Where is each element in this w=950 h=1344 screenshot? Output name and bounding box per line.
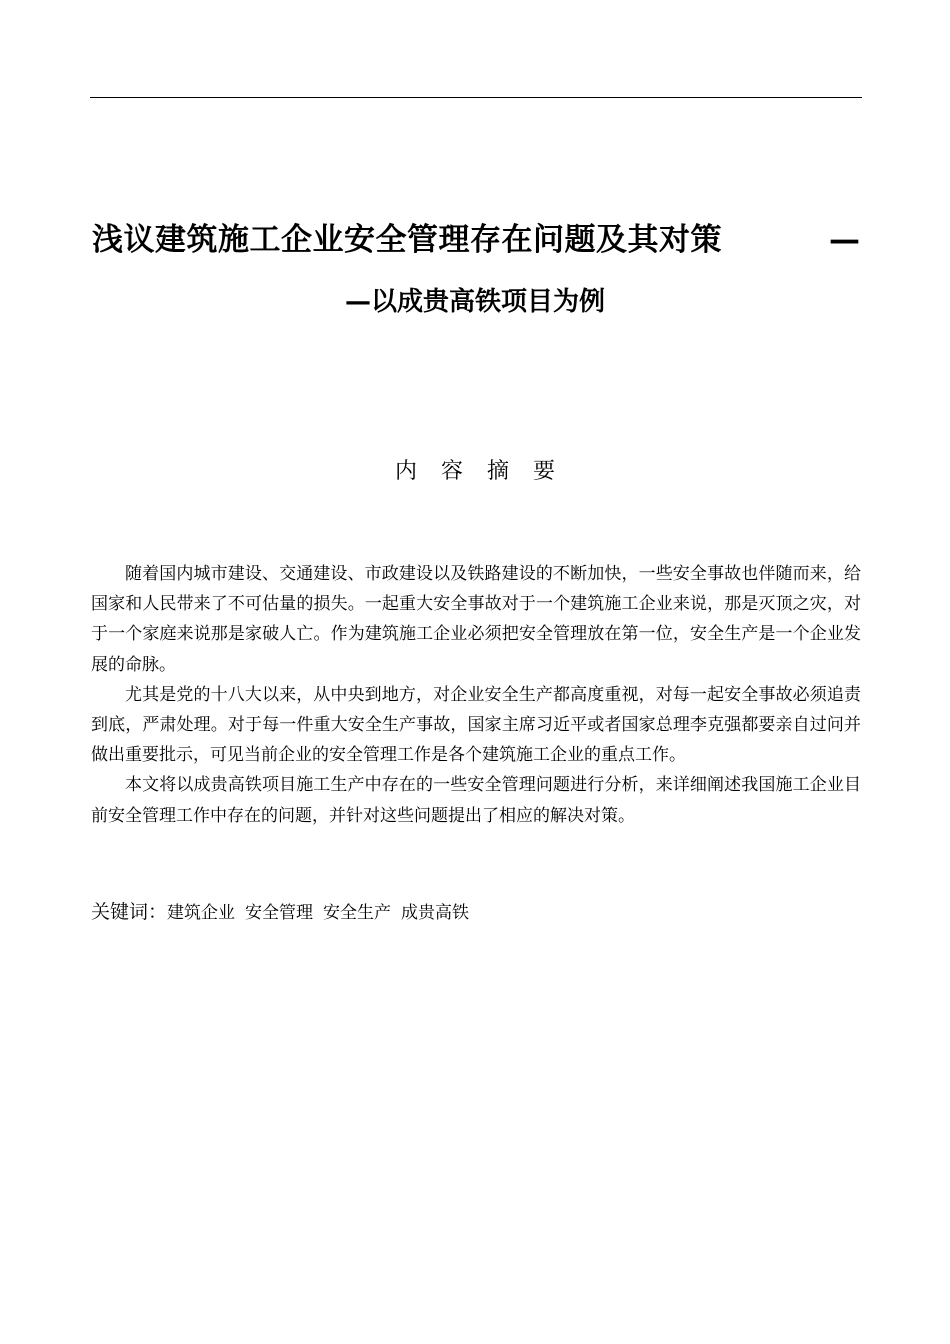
keywords-label: 关键词： — [91, 901, 168, 923]
abstract-paragraph: 尤其是党的十八大以来，从中央到地方，对企业安全生产都高度重视，对每一起安全事故必须追责到底，严肃处理。对于每一件重大安全生产事故，国家主席习近平或者国家总理李克强都要亲自过问并做出重要批示，可见当前企业的安全管理工作是各个建筑施工企业的重点工作。 — [91, 684, 861, 766]
abstract-heading: 内容摘要 — [394, 459, 579, 484]
abstract-paragraph: 本文将以成贵高铁项目施工生产中存在的一些安全管理问题进行分析，来详细阐述我国施工企业目前安全管理工作中存在的问题，并针对这些问题提出了相应的解决对策。 — [91, 775, 861, 826]
title-dash: — — [829, 222, 861, 258]
header-rule — [90, 97, 862, 98]
keywords-line — [91, 897, 861, 928]
keyword-item: 建筑企业 — [167, 903, 236, 923]
title-main: 浅议建筑施工企业安全管理存在问题及其对策 — [92, 222, 722, 258]
title-line-1 — [92, 218, 864, 262]
keyword-item: 安全管理 — [245, 903, 314, 923]
abstract-paragraph: 随着国内城市建设、交通建设、市政建设以及铁路建设的不断加快，一些安全事故也伴随而来，给国家和人民带来了不可估量的损失。一起重大安全事故对于一个建筑施工企业来说，那是灭顶之灾，对于一个家庭来说那是家破人亡。作为建筑施工企业必须把安全管理放在第一位，安全生产是一个企业发展的命脉。 — [91, 564, 861, 675]
abstract-body — [91, 559, 861, 831]
title-line-2: —以成贵高铁项目为例 — [344, 287, 605, 317]
keyword-item: 成贵高铁 — [401, 903, 470, 923]
keyword-item: 安全生产 — [323, 903, 392, 923]
